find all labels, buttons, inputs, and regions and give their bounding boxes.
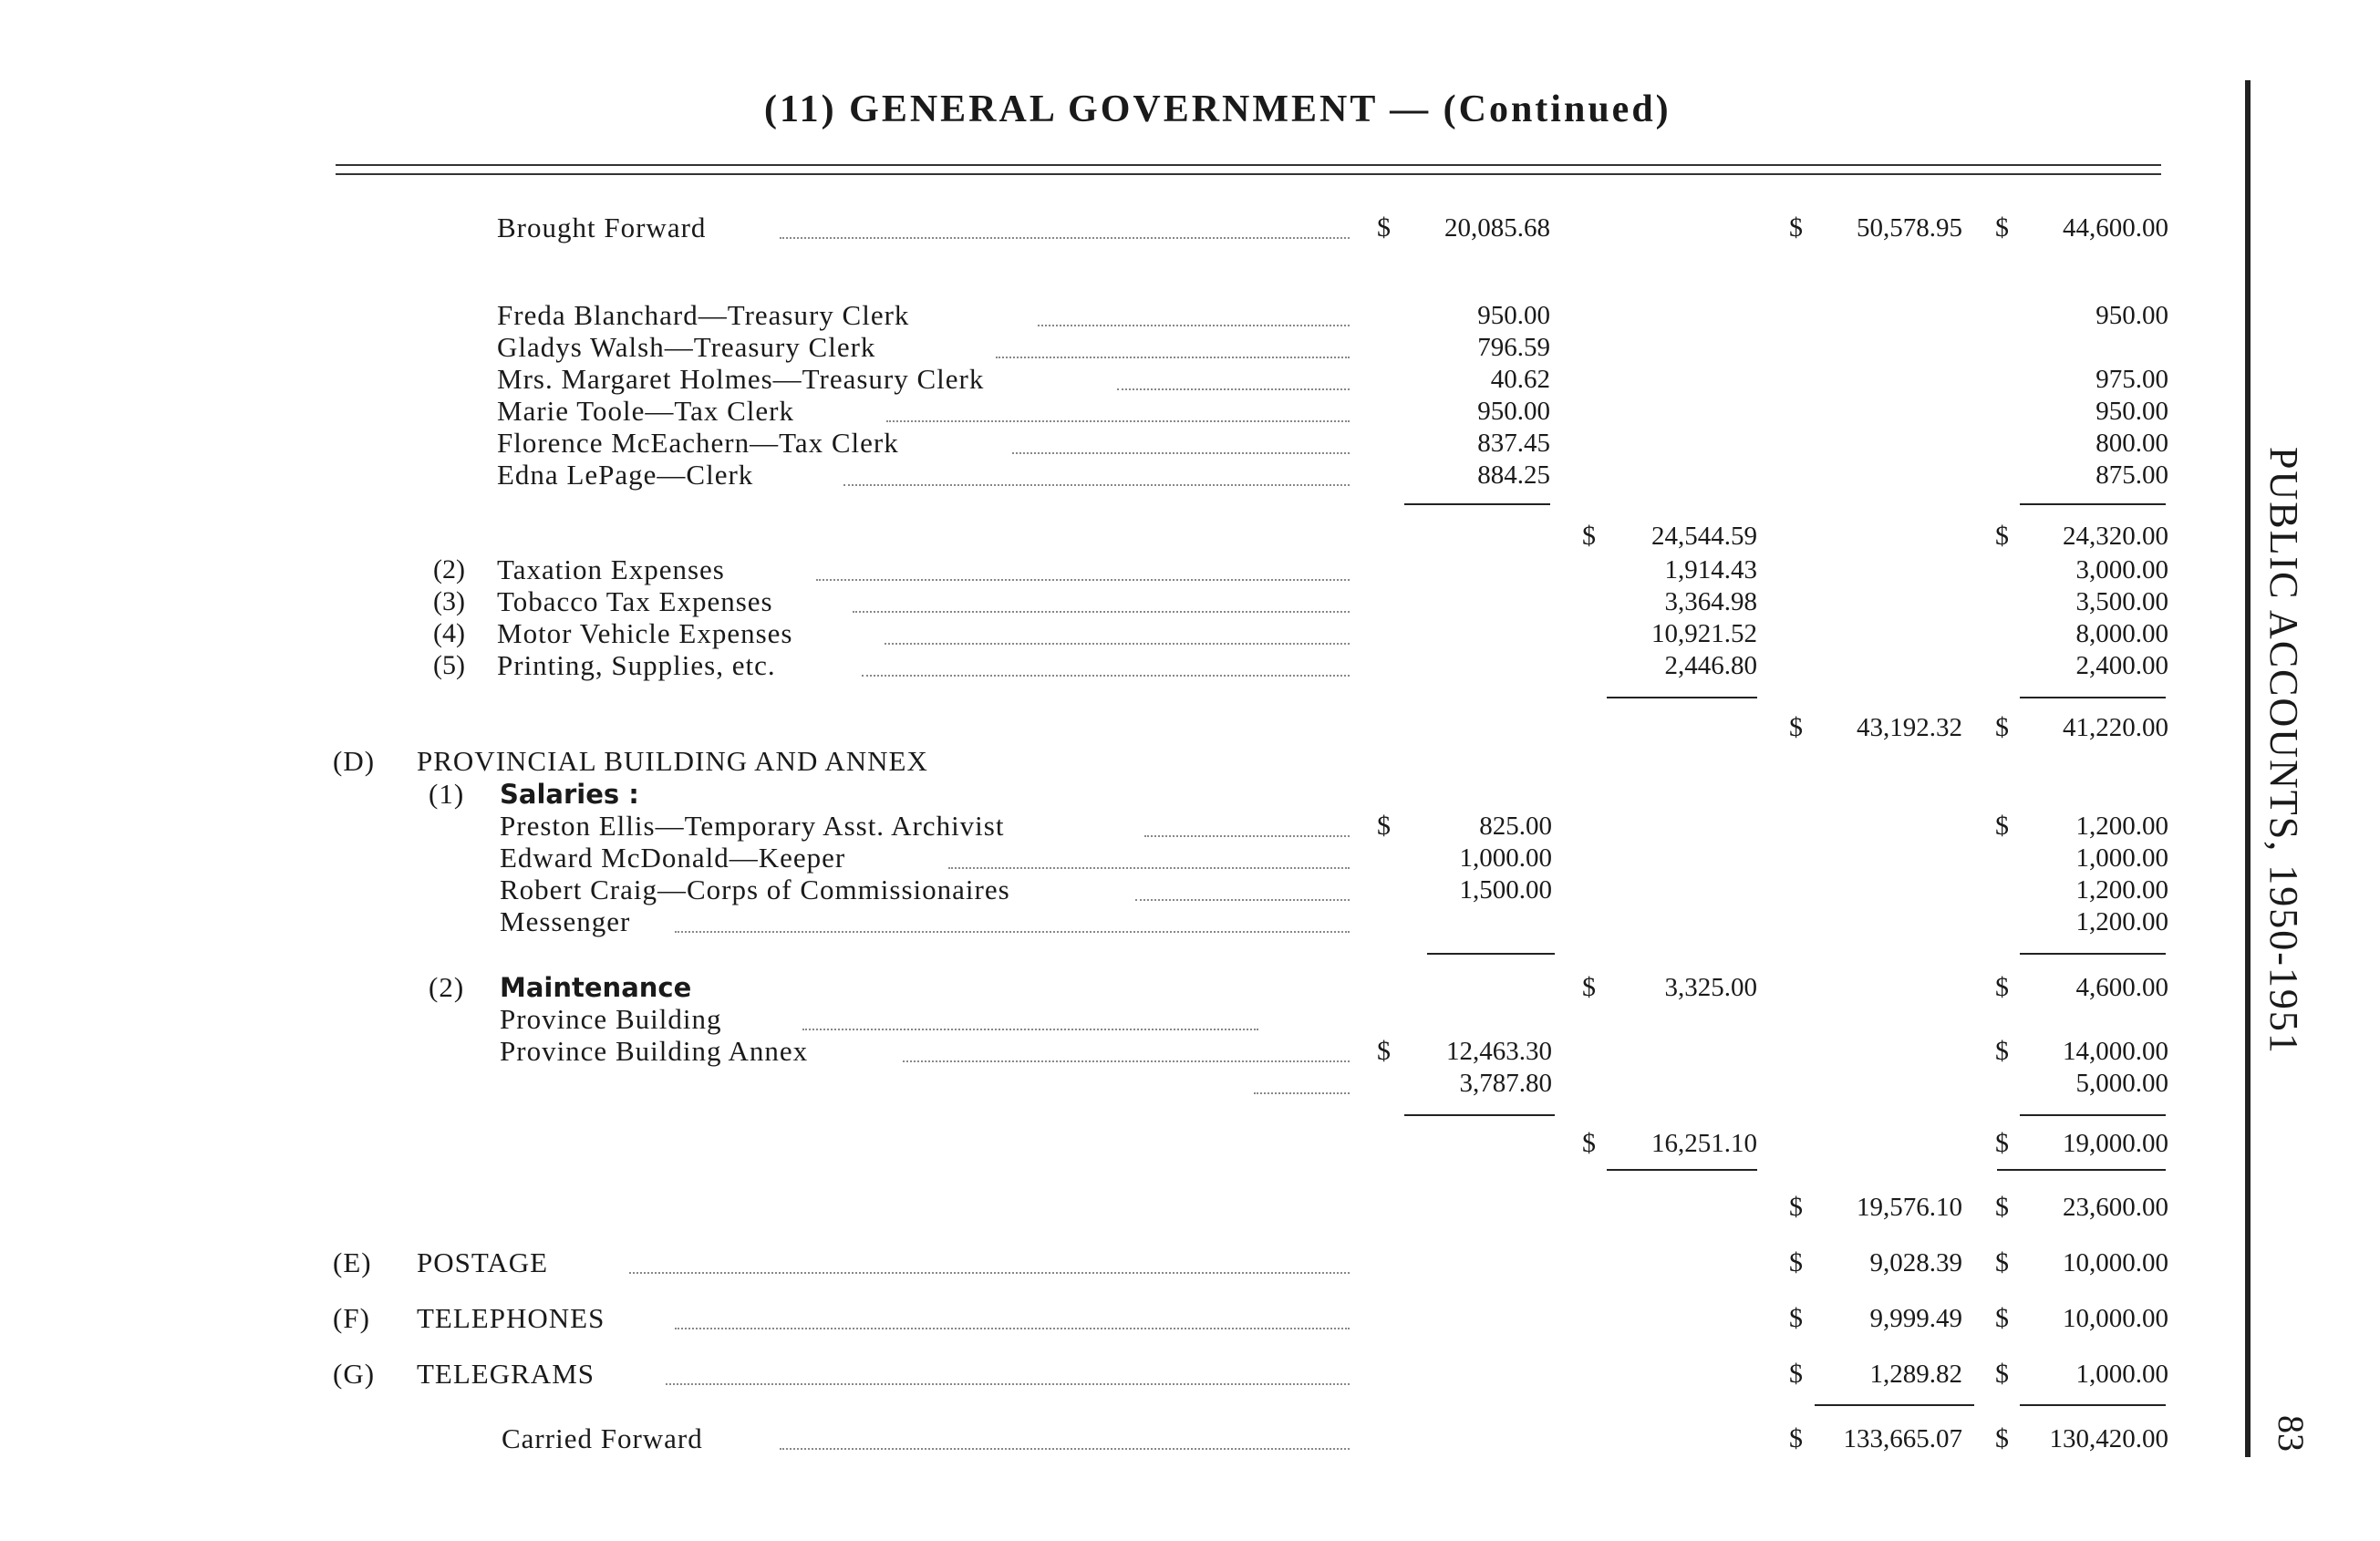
amount-col4: 975.00: [2095, 365, 2168, 394]
item-number: (5): [433, 650, 465, 680]
leader-dots: [1117, 356, 1350, 390]
row-label: Marie Toole—Tax Clerk: [497, 395, 795, 427]
leader-dots: [1144, 802, 1350, 837]
currency-sign: $: [1995, 1036, 2009, 1066]
leader-dots: [666, 1350, 1350, 1385]
subtotal-rule: [2020, 953, 2166, 955]
currency-sign: $: [1995, 521, 2009, 551]
amount-col1: 950.00: [1477, 397, 1550, 426]
currency-sign: $: [1789, 1192, 1803, 1222]
amount-col1: 40.62: [1490, 365, 1550, 394]
amount-col1: 825.00: [1479, 812, 1552, 841]
amount-col1: 884.25: [1477, 460, 1550, 490]
currency-sign: $: [1582, 521, 1596, 551]
row-label: Preston Ellis—Temporary Asst. Archivist: [500, 810, 1005, 842]
subtotal-rule: [1404, 1114, 1555, 1116]
margin-rule: [2245, 80, 2251, 1457]
subtotal-rule: [1815, 1404, 1974, 1406]
item-number: (2): [429, 971, 465, 1003]
amount-col4: 2,400.00: [2075, 651, 2168, 680]
leader-dots: [886, 388, 1350, 422]
leader-dots: [843, 451, 1350, 486]
currency-sign: $: [1582, 972, 1596, 1002]
amount-col4: 950.00: [2095, 397, 2168, 426]
amount-col4: 10,000.00: [2063, 1304, 2168, 1333]
leader-dots: [885, 610, 1350, 645]
amount-col4: 23,600.00: [2063, 1193, 2168, 1222]
row-label: Tobacco Tax Expenses: [497, 585, 773, 617]
amount-col3: 19,576.10: [1857, 1193, 1962, 1222]
amount-col3: 9,028.39: [1869, 1248, 1962, 1277]
amount-col4: 19,000.00: [2063, 1129, 2168, 1158]
row-label: Printing, Supplies, etc.: [497, 649, 776, 681]
amount-col3: 133,665.07: [1843, 1424, 1962, 1453]
leader-dots: [996, 324, 1350, 358]
amount-col1: 1,500.00: [1459, 875, 1552, 905]
section-letter: (E): [333, 1246, 372, 1278]
currency-sign: $: [1995, 1359, 2009, 1389]
subsection-title: Maintenance: [500, 972, 692, 1003]
amount-col4: 875.00: [2095, 460, 2168, 490]
currency-sign: $: [1789, 712, 1803, 742]
subtotal-rule: [1607, 1169, 1757, 1171]
amount-col1: 3,787.80: [1459, 1069, 1552, 1098]
leader-dots: [862, 642, 1350, 677]
leader-dots: [1038, 292, 1350, 326]
currency-sign: $: [1789, 1359, 1803, 1389]
currency-sign: $: [1995, 1247, 2009, 1277]
running-title: PUBLIC ACCOUNTS, 1950-1951: [2261, 447, 2306, 1055]
amount-col4: 800.00: [2095, 429, 2168, 458]
row-label: Province Building: [500, 1003, 722, 1035]
row-label: Mrs. Margaret Holmes—Treasury Clerk: [497, 363, 985, 395]
subsection-title: Salaries :: [500, 779, 639, 810]
row-label: Gladys Walsh—Treasury Clerk: [497, 331, 876, 363]
leader-dots: [802, 996, 1258, 1030]
amount-col4: 1,200.00: [2075, 812, 2168, 841]
leader-dots: [629, 1239, 1350, 1274]
row-label: Province Building Annex: [500, 1035, 809, 1067]
amount-col3: 9,999.49: [1869, 1304, 1962, 1333]
row-label: Florence McEachern—Tax Clerk: [497, 427, 899, 459]
row-label: Messenger: [500, 905, 631, 937]
section-letter: (F): [333, 1302, 370, 1334]
amount-col4: 1,000.00: [2075, 843, 2168, 873]
amount-col4: 1,200.00: [2075, 875, 2168, 905]
item-number: (2): [433, 554, 465, 584]
currency-sign: $: [1377, 811, 1391, 841]
amount-col4: 8,000.00: [2075, 619, 2168, 648]
amount-col2: 16,251.10: [1651, 1129, 1757, 1158]
section-title: POSTAGE: [417, 1246, 549, 1278]
leader-dots: [675, 898, 1350, 933]
subtotal-rule: [2020, 503, 2166, 505]
amount-col1: 950.00: [1477, 301, 1550, 330]
currency-sign: $: [1582, 1128, 1596, 1158]
item-number: (3): [433, 586, 465, 616]
currency-sign: $: [1789, 1423, 1803, 1453]
currency-sign: $: [1995, 972, 2009, 1002]
subtotal-rule: [1427, 953, 1555, 955]
amount-col1: 12,463.30: [1446, 1037, 1552, 1066]
currency-sign: $: [1995, 1128, 2009, 1158]
subtotal-rule: [1404, 503, 1550, 505]
amount-col1: 837.45: [1477, 429, 1550, 458]
amount-col4: 3,500.00: [2075, 587, 2168, 616]
amount-col1: 20,085.68: [1444, 213, 1550, 243]
subtotal-rule: [2020, 1114, 2166, 1116]
header-rule-bottom: [336, 173, 2161, 175]
subtotal-rule: [1607, 697, 1757, 698]
currency-sign: $: [1995, 1423, 2009, 1453]
row-label: Freda Blanchard—Treasury Clerk: [497, 299, 910, 331]
amount-col2: 2,446.80: [1664, 651, 1757, 680]
subtotal-rule: [2020, 1404, 2166, 1406]
section-letter: (G): [333, 1358, 376, 1390]
leader-dots: [948, 834, 1350, 869]
amount-col1: 1,000.00: [1459, 843, 1552, 873]
amount-col2: 1,914.43: [1664, 555, 1757, 584]
currency-sign: $: [1789, 1303, 1803, 1333]
currency-sign: $: [1789, 1247, 1803, 1277]
amount-col4: 1,200.00: [2075, 907, 2168, 936]
amount-col4: 5,000.00: [2075, 1069, 2168, 1098]
row-label: Brought Forward: [497, 212, 707, 243]
amount-col4: 950.00: [2095, 301, 2168, 330]
amount-col2: 10,921.52: [1651, 619, 1757, 648]
leader-dots: [1012, 419, 1350, 454]
amount-col4: 24,320.00: [2063, 522, 2168, 551]
leader-dots: [903, 1028, 1350, 1062]
section-title: TELEPHONES: [417, 1302, 605, 1334]
section-title: PROVINCIAL BUILDING AND ANNEX: [417, 745, 928, 777]
header-rule-top: [336, 164, 2161, 166]
amount-col4: 3,000.00: [2075, 555, 2168, 584]
amount-col2: 24,544.59: [1651, 522, 1757, 551]
leader-dots: [780, 204, 1350, 239]
amount-col4: 41,220.00: [2063, 713, 2168, 742]
amount-col3: 50,578.95: [1857, 213, 1962, 243]
amount-col4: 130,420.00: [2049, 1424, 2168, 1453]
item-number: (4): [433, 618, 465, 648]
row-label: Motor Vehicle Expenses: [497, 617, 793, 649]
section-letter: (D): [333, 745, 376, 777]
amount-col4: 14,000.00: [2063, 1037, 2168, 1066]
leader-dots: [1254, 1060, 1350, 1094]
section-title: TELEGRAMS: [417, 1358, 595, 1390]
amount-col1: 796.59: [1477, 333, 1550, 362]
subtotal-rule: [1997, 1169, 2166, 1171]
amount-col2: 3,325.00: [1664, 973, 1757, 1002]
currency-sign: $: [1377, 1036, 1391, 1066]
row-label: Carried Forward: [502, 1422, 703, 1454]
currency-sign: $: [1995, 1192, 2009, 1222]
currency-sign: $: [1995, 712, 2009, 742]
item-number: (1): [429, 778, 465, 810]
amount-col4: 4,600.00: [2075, 973, 2168, 1002]
currency-sign: $: [1995, 212, 2009, 243]
row-label: Robert Craig—Corps of Commissionaires: [500, 874, 1010, 905]
leader-dots: [816, 546, 1350, 581]
row-label: Edna LePage—Clerk: [497, 459, 754, 491]
leader-dots: [1135, 866, 1350, 901]
amount-col4: 44,600.00: [2063, 213, 2168, 243]
subtotal-rule: [2020, 697, 2166, 698]
currency-sign: $: [1995, 811, 2009, 841]
currency-sign: $: [1377, 212, 1391, 243]
amount-col2: 3,364.98: [1664, 587, 1757, 616]
leader-dots: [780, 1415, 1350, 1450]
leader-dots: [675, 1295, 1350, 1329]
row-label: Edward McDonald—Keeper: [500, 842, 846, 874]
page-title: (11) GENERAL GOVERNMENT — (Continued): [764, 88, 1671, 130]
amount-col3: 43,192.32: [1857, 713, 1962, 742]
amount-col4: 1,000.00: [2075, 1360, 2168, 1389]
amount-col3: 1,289.82: [1869, 1360, 1962, 1389]
currency-sign: $: [1789, 212, 1803, 243]
amount-col4: 10,000.00: [2063, 1248, 2168, 1277]
currency-sign: $: [1995, 1303, 2009, 1333]
row-label: Taxation Expenses: [497, 553, 725, 585]
leader-dots: [853, 578, 1350, 613]
